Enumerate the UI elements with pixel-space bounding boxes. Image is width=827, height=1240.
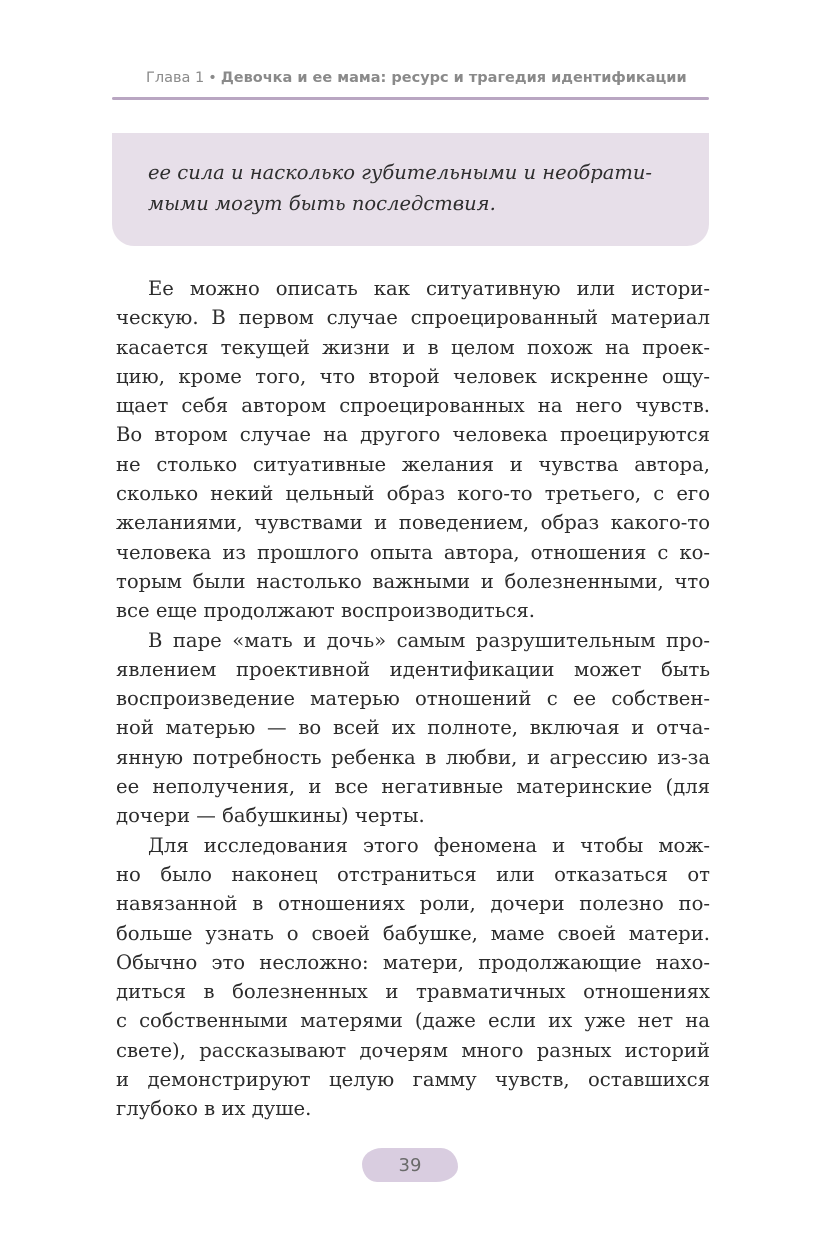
quote-text (148, 157, 675, 219)
body-line: касается текущей жизни и в целом похож на проек- (116, 335, 710, 359)
body-line: Для исследования этого феномена и чтобы мож- (148, 833, 710, 857)
body-line: Во втором случае на другого человека проецируются (116, 423, 710, 447)
chapter-title: Девочка и ее мама: ресурс и трагедия идентификации (220, 70, 687, 86)
body-line: глубоко в их душе. (116, 1097, 312, 1121)
body-line: В паре «мать и дочь» самым разрушительным про- (148, 628, 710, 652)
body-line: щает себя автором спроецированных на него чувств. (116, 394, 710, 418)
header-separator: • (208, 70, 217, 86)
body-line: навязанной в отношениях роли, дочери полезно по- (116, 892, 710, 916)
chapter-label: Глава 1 (146, 70, 205, 86)
running-head (146, 70, 716, 86)
body-line: человека из прошлого опыта автора, отношения с ко- (116, 540, 710, 564)
body-line: не столько ситуативные желания и чувства автора, (116, 452, 710, 476)
quote-box (112, 133, 709, 246)
body-line: диться в болезненных и травматичных отношениях (116, 980, 710, 1004)
body-line: янную потребность ребенка в любви, и агрессию из-за (116, 745, 710, 769)
body-text (116, 274, 710, 1124)
quote-line: ее сила и насколько губительными и необрати- (148, 161, 653, 184)
body-line: и демонстрируют целую гамму чувств, оставшихся (116, 1068, 710, 1092)
body-line: все еще продолжают воспроизводиться. (116, 599, 535, 623)
body-line: но было наконец отстраниться или отказаться от (116, 862, 710, 886)
body-line: Обычно это несложно: матери, продолжающие нахо- (116, 950, 710, 974)
body-line: ее неполучения, и все негативные материнские (для (116, 775, 710, 799)
body-line: ческую. В первом случае спроецированный материал (116, 306, 710, 330)
body-line: больше узнать о своей бабушке, маме своей матери. (116, 921, 710, 945)
body-line: сколько некий цельный образ кого-то третьего, с его (116, 482, 710, 506)
body-line: цию, кроме того, что второй человек искренне ощу- (116, 364, 710, 388)
body-line: торым были настолько важными и болезненными, что (116, 569, 710, 593)
body-line: желаниями, чувствами и поведением, образ какого-то (116, 511, 710, 535)
body-line: ной матерью — во всей их полноте, включая и отча- (116, 716, 710, 740)
page-number-badge (362, 1148, 458, 1182)
body-line: воспроизведение матерью отношений с ее собствен- (116, 687, 710, 711)
header-rule (112, 97, 709, 100)
body-line: с собственными матерями (даже если их уже нет на (116, 1009, 710, 1033)
body-line: явлением проективной идентификации может быть (116, 657, 710, 681)
body-line: дочери — бабушкины) черты. (116, 804, 425, 828)
body-line: свете), рассказывают дочерям много разных историй (116, 1038, 710, 1062)
body-line: Ее можно описать как ситуативную или истори- (148, 277, 710, 300)
quote-line: мыми могут быть последствия. (148, 192, 496, 215)
page-number: 39 (398, 1154, 422, 1176)
